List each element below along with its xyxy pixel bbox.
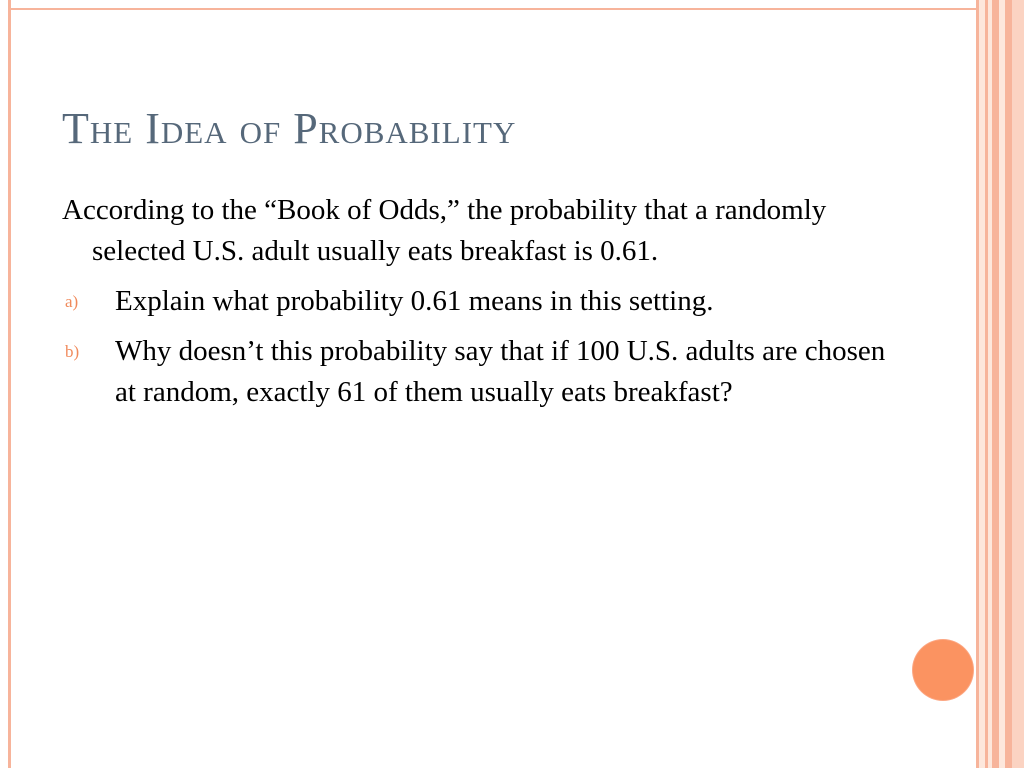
list-item-text: Why doesn’t this probability say that if 100 U.S. adults are chosen at random, exactly 61 of them usually eats breakfast?	[115, 335, 886, 408]
slide-body	[62, 190, 902, 413]
left-border-line	[8, 0, 11, 768]
stripe	[1005, 0, 1012, 768]
list-item-b	[62, 331, 902, 413]
stripe	[1012, 0, 1024, 768]
list-item-text: Explain what probability 0.61 means in this setting.	[115, 285, 714, 317]
stripe	[992, 0, 999, 768]
list-marker: b)	[65, 342, 80, 361]
top-border-line	[8, 8, 976, 10]
intro-paragraph: According to the “Book of Odds,” the probability that a randomly selected U.S. adult usually eats breakfast is 0.61.	[62, 194, 827, 267]
list-item-a	[62, 281, 902, 322]
decorative-circle	[913, 640, 973, 700]
slide-title: The Idea of Probability	[62, 104, 517, 153]
list-marker: a)	[65, 292, 79, 311]
